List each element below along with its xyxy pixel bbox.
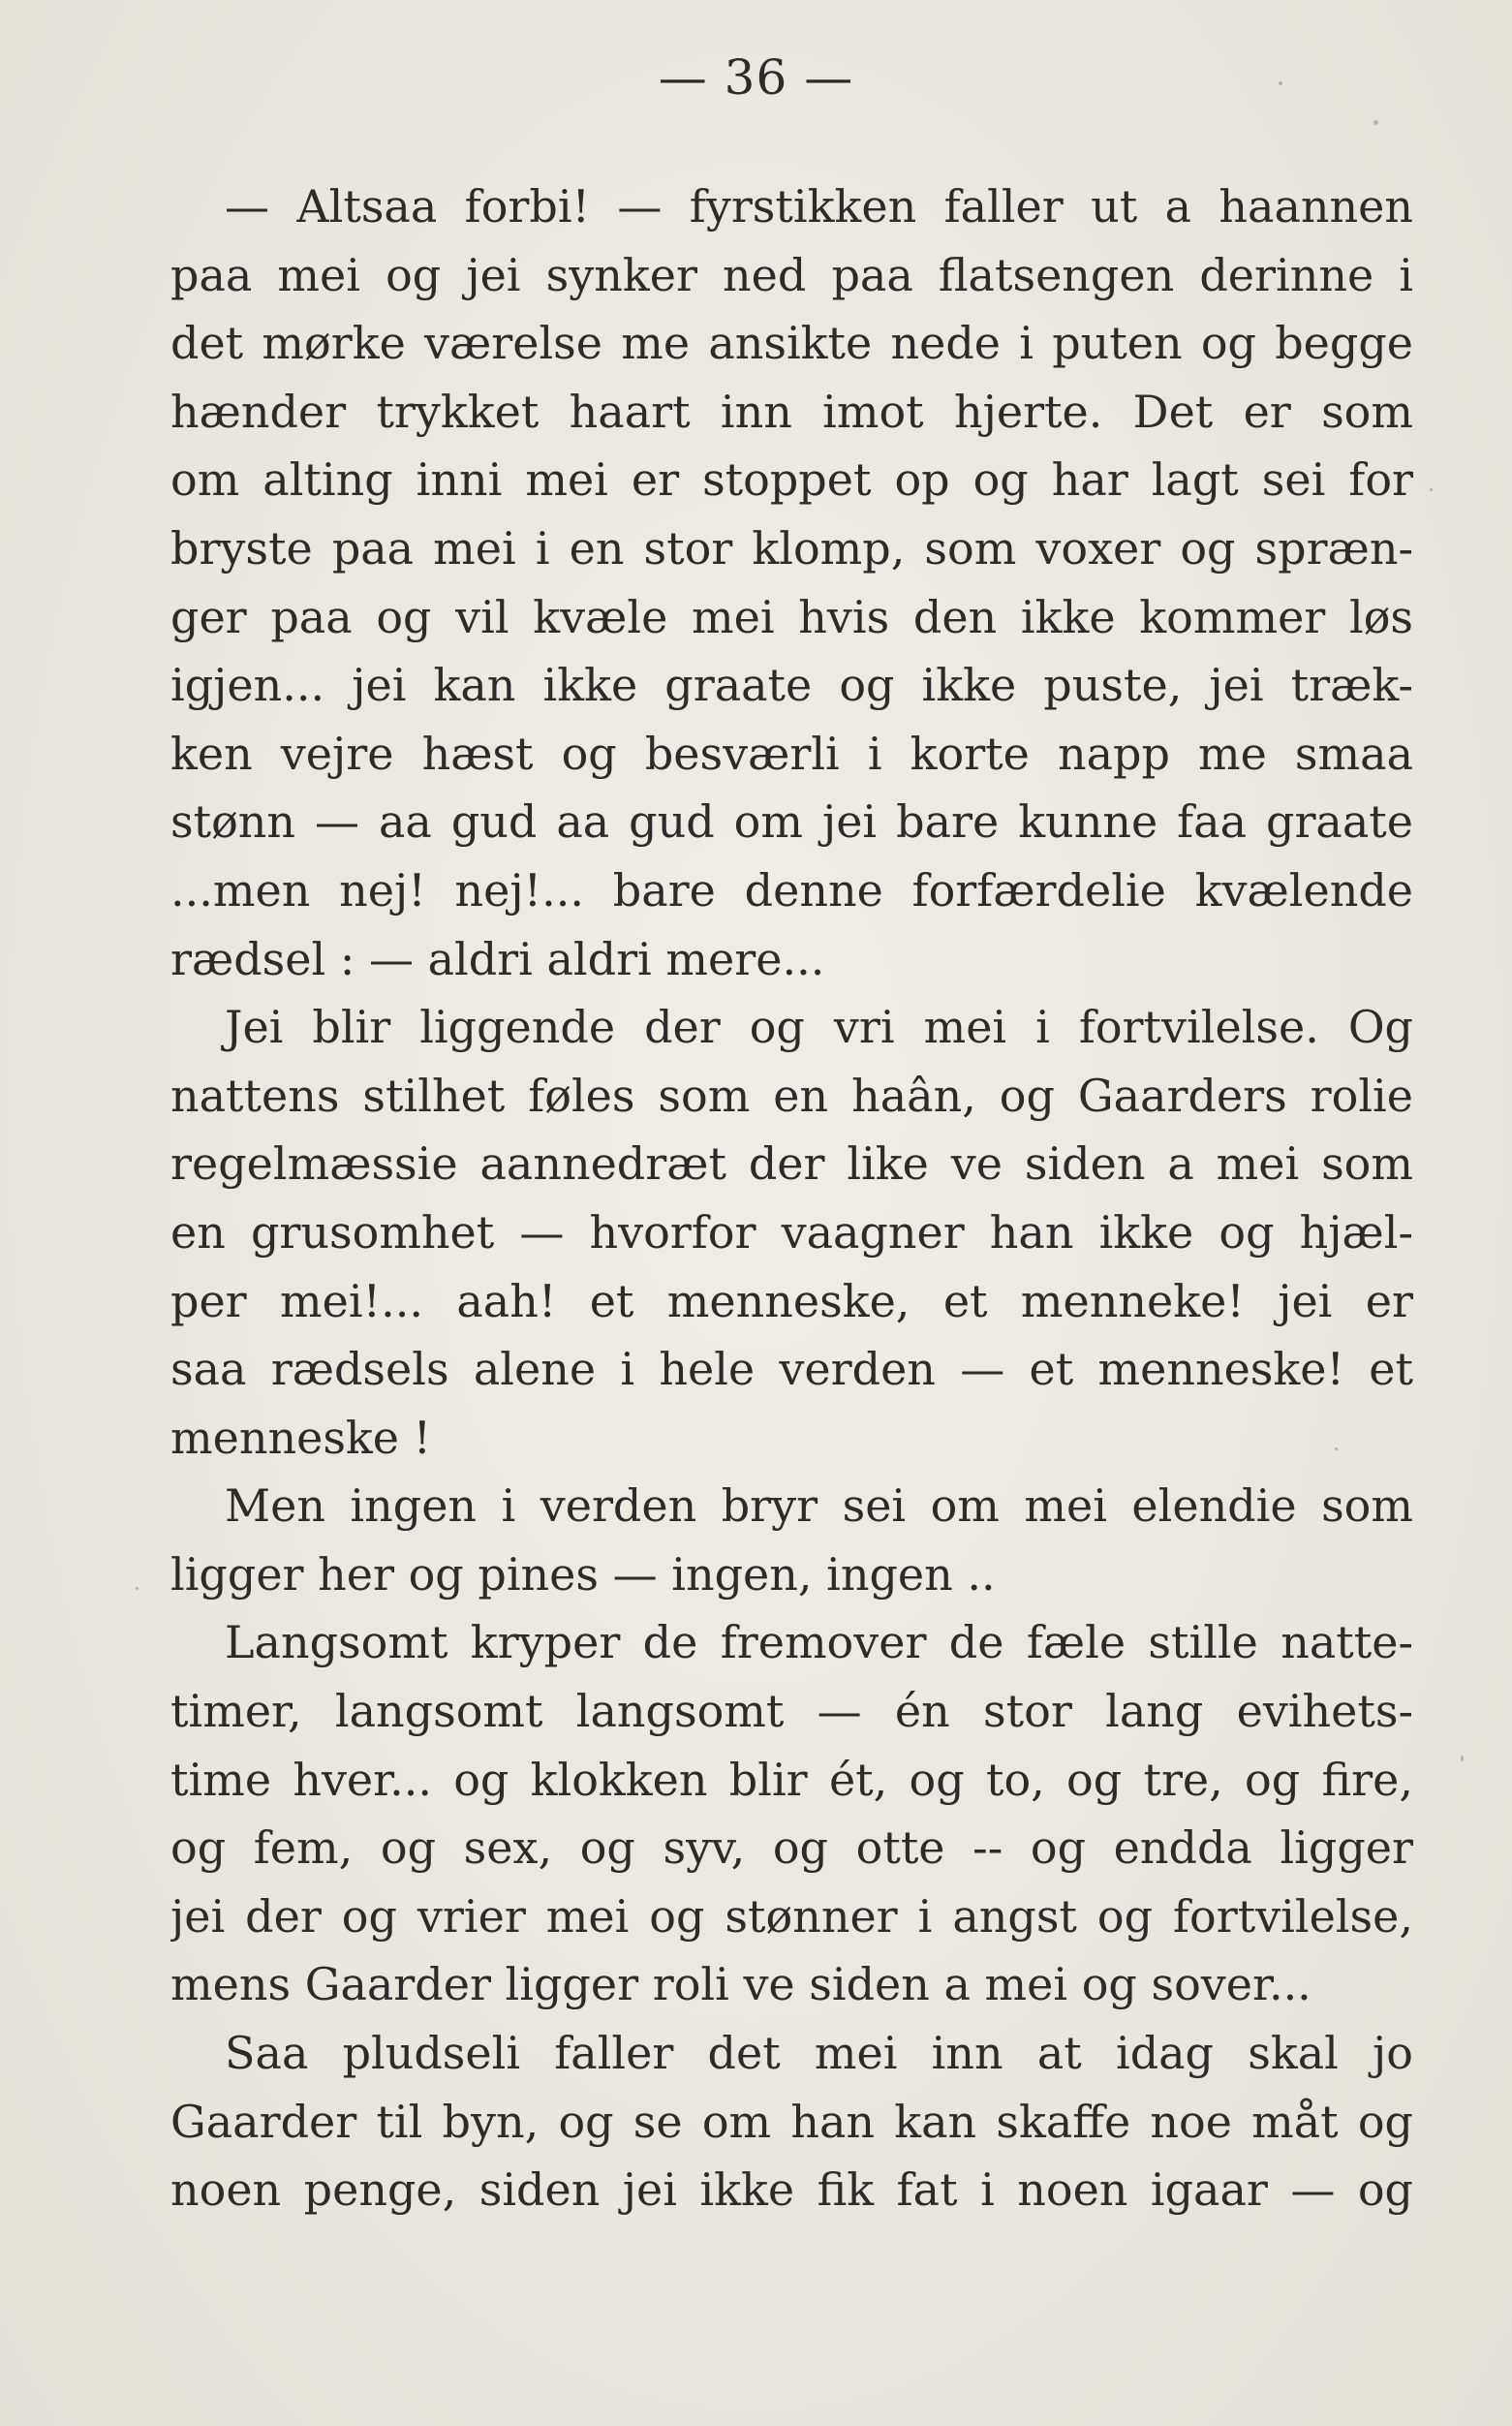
text-line: hænder trykket haart inn imot hjerte. Det er som — [170, 385, 1413, 438]
text-line: nattens stilhet føles som en haân, og Gaarders rolie — [170, 1069, 1413, 1122]
text-line: det mørke værelse me ansikte nede i puten og begge — [170, 317, 1413, 370]
text-line: Jei blir liggende der og vri mei i fortvilelse. Og — [225, 1001, 1413, 1054]
scan-speck — [1430, 488, 1433, 491]
text-line: noen penge, siden jei ikke fik fat i noen igaar — og — [170, 2163, 1413, 2217]
text-line: — Altsaa forbi! — fyrstikken faller ut a haannen — [225, 180, 1413, 233]
text-line: ligger her og pines — ingen, ingen .. — [170, 1547, 996, 1601]
text-line: igjen... jei kan ikke graate og ikke puste, jei træk- — [170, 659, 1413, 712]
text-line: Langsomt kryper de fremover de fæle stille natte- — [225, 1616, 1413, 1669]
scan-speck — [1461, 1756, 1464, 1761]
text-line: ken vejre hæst og besværli i korte napp me smaa — [170, 727, 1413, 780]
text-line: bryste paa mei i en stor klomp, som voxer og spræn- — [170, 521, 1413, 575]
scan-speck — [1279, 81, 1282, 85]
text-line: stønn — aa gud aa gud om jei bare kunne faa graate — [170, 795, 1413, 849]
scan-speck — [1373, 120, 1378, 125]
text-line: menneske ! — [170, 1411, 432, 1464]
text-line: ger paa og vil kvæle mei hvis den ikke kommer løs — [170, 590, 1413, 643]
text-line: ...men nej! nej!... bare denne forfærdelie kvælende — [170, 863, 1413, 917]
text-line: per mei!... aah! et menneske, et menneke! jei er — [170, 1274, 1413, 1327]
body-text — [170, 172, 1413, 2224]
text-line: mens Gaarder ligger roli ve siden a mei og sover... — [170, 1958, 1311, 2011]
text-line: jei der og vrier mei og stønner i angst og fortvilelse, — [170, 1889, 1413, 1943]
text-line: Gaarder til byn, og se om han kan skaffe noe måt og — [170, 2095, 1413, 2148]
text-line: paa mei og jei synker ned paa flatsengen derinne i — [170, 248, 1413, 301]
scan-speck — [1335, 1447, 1338, 1450]
text-line: time hver... og klokken blir ét, og to, og tre, og fire, — [170, 1753, 1413, 1806]
text-line: timer, langsomt langsomt — én stor lang evihets- — [170, 1685, 1413, 1738]
page-number: — 36 — — [658, 49, 854, 106]
text-line: og fem, og sex, og syv, og otte -- og endda ligger — [170, 1821, 1413, 1875]
text-line: rædsel : — aldri aldri mere... — [170, 932, 825, 985]
text-line: Men ingen i verden bryr sei om mei elendie som — [225, 1479, 1413, 1533]
scan-speck — [136, 1587, 139, 1590]
text-line: Saa pludseli faller det mei inn at idag skal jo — [225, 2027, 1413, 2080]
text-line: saa rædsels alene i hele verden — et menneske! et — [170, 1343, 1413, 1396]
text-line: en grusomhet — hvorfor vaagner han ikke og hjæl- — [170, 1205, 1413, 1259]
text-line: regelmæssie aannedræt der like ve siden a mei som — [170, 1137, 1413, 1191]
text-line: om alting inni mei er stoppet op og har lagt sei for — [170, 453, 1413, 507]
